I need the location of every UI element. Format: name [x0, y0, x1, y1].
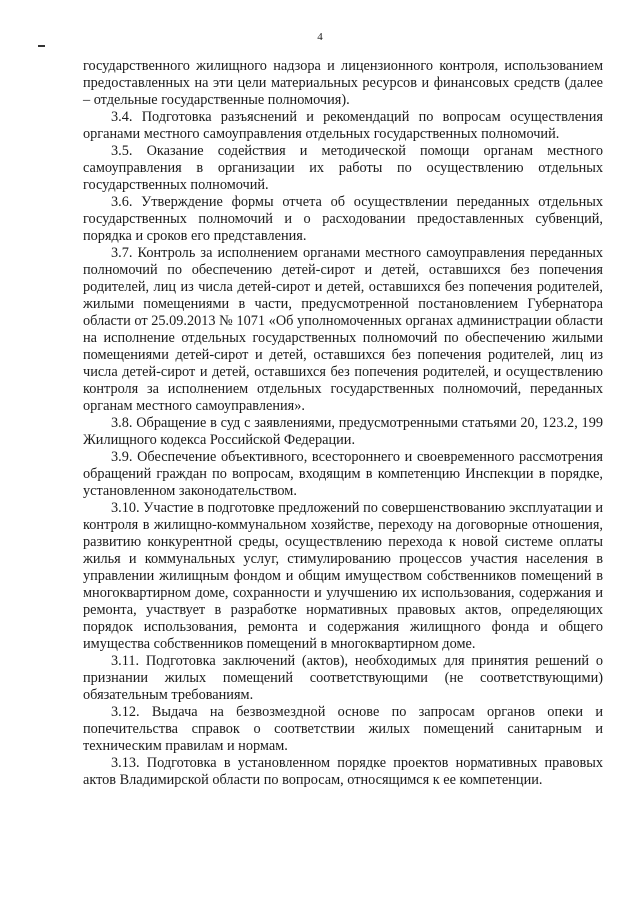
paragraph-3-12: 3.12. Выдача на безвозмездной основе по запросам органов опеки и попечительства справок о соответствии жилых помещений санитарным и техническим правилам и нормам.	[83, 704, 603, 754]
paragraph-3-8: 3.8. Обращение в суд с заявлениями, предусмотренными статьями 20, 123.2, 199 Жилищного кодекса Российской Федерации.	[83, 415, 603, 448]
paragraph-3-9: 3.9. Обеспечение объективного, всестороннего и своевременного рассмотрения обращений граждан по вопросам, входящим в компетенцию Инспекции в порядке, установленном законодательством.	[83, 449, 603, 499]
paragraph-3-6: 3.6. Утверждение формы отчета об осуществлении переданных отдельных государственных полномочий и о расходовании предоставленных субвенций, порядка и сроков его представления.	[83, 194, 603, 244]
document-body	[83, 58, 603, 789]
paragraph-3-11: 3.11. Подготовка заключений (актов), необходимых для принятия решений о признании жилых помещений соответствующими (не соответствующими) обязательным требованиям.	[83, 653, 603, 703]
paragraph-3-13: 3.13. Подготовка в установленном порядке проектов нормативных правовых актов Владимирской области по вопросам, относящимся к ее компетенции.	[83, 755, 603, 788]
paragraph-3-10: 3.10. Участие в подготовке предложений по совершенствованию эксплуатации и контроля в жилищно-коммунальном хозяйстве, переходу на договорные отношения, развитию конкурентной среды, осуществлению перехода к новой системе оплаты жилья и коммунальных услуг, стимулированию процессов участия населения в управлении жилищным фондом и общим имуществом собственников помещений в многоквартирном доме, сохранности и улучшению их использования, содержания и ремонта, участвует в разработке нормативных правовых актов, определяющих порядок использования, ремонта и содержания жилищного фонда и общего имущества собственников помещений в многоквартирном доме.	[83, 500, 603, 652]
paragraph-continuation: государственного жилищного надзора и лицензионного контроля, использованием предоставленных на эти цели материальных ресурсов и финансовых средств (далее – отдельные государственные полномочия).	[83, 58, 603, 108]
paragraph-3-7: 3.7. Контроль за исполнением органами местного самоуправления переданных полномочий по обеспечению детей-сирот и детей, оставшихся без попечения родителей, лиц из числа детей-сирот и детей, оставшихся без попечения родителей, жилыми помещениями в части, предусмотренной постановлением Губернатора области от 25.09.2013 № 1071 «Об уполномоченных органах администрации области на исполнение отдельных государственных полномочий по обеспечению жилыми помещениями детей-сирот и детей, оставшихся без попечения родителей, лиц из числа детей-сирот и детей, оставшихся без попечения родителей, и осуществлению контроля за исполнением отдельных государственных полномочий, переданных органам местного самоуправления».	[83, 245, 603, 414]
page-number: 4	[317, 31, 323, 43]
margin-mark	[38, 45, 45, 47]
paragraph-3-4: 3.4. Подготовка разъяснений и рекомендаций по вопросам осуществления органами местного самоуправления отдельных государственных полномочий.	[83, 109, 603, 142]
paragraph-3-5: 3.5. Оказание содействия и методической помощи органам местного самоуправления в организации их работы по осуществлению отдельных государственных полномочий.	[83, 143, 603, 193]
